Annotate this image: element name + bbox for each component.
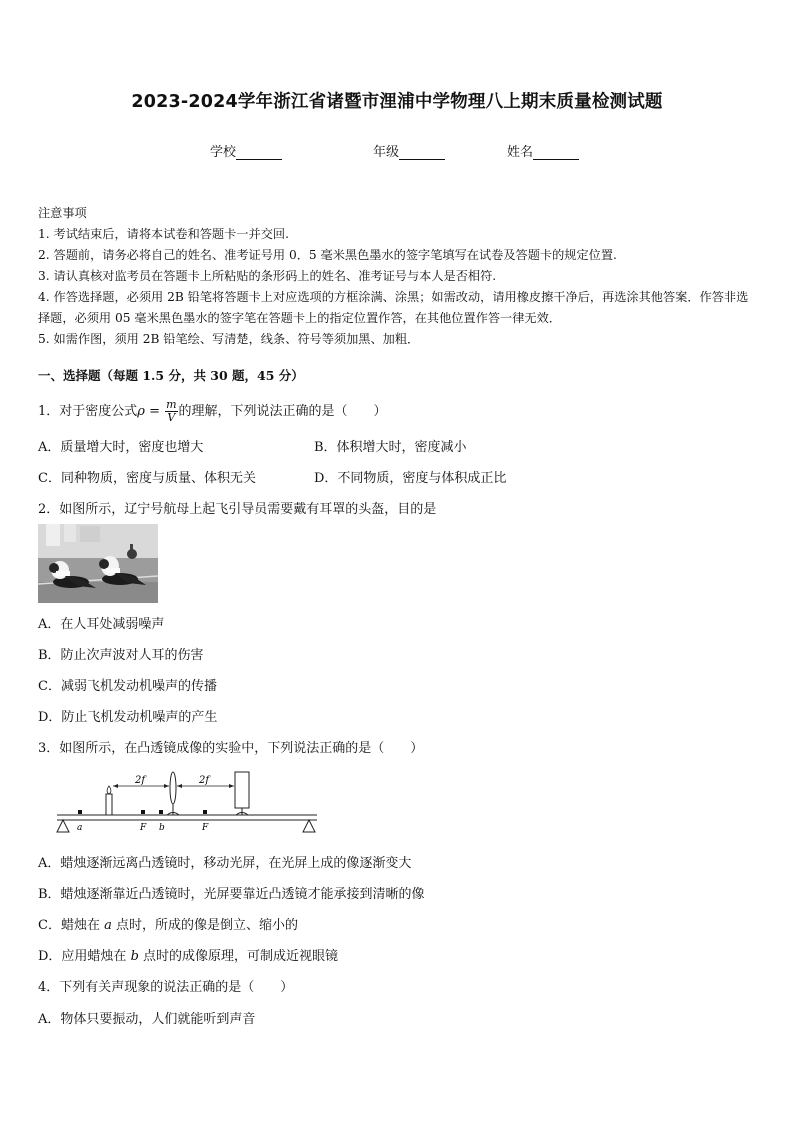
point-f1-label: F <box>140 823 147 833</box>
label-2f-left: 2f <box>135 775 146 786</box>
question-2-stem: 2．如图所示，辽宁号航母上起飞引导员需要戴有耳罩的头盔，目的是 <box>38 502 437 517</box>
page-title: 2023-2024学年浙江省诸暨市浬浦中学物理八上期末质量检测试题 <box>131 92 663 112</box>
section-heading: 一、选择题（每题 1.5 分，共 30 题，45 分） <box>38 368 304 383</box>
q3-option-d[interactable]: D．应用蜡烛在 b 点时的成像原理，可制成近视眼镜 <box>38 949 339 964</box>
student-info-row <box>0 141 794 161</box>
q2-option-a[interactable]: A．在人耳处减弱噪声 <box>38 617 165 632</box>
label-2f-right: 2f <box>199 775 210 786</box>
q2-option-c[interactable]: C．减弱飞机发动机噪声的传播 <box>38 679 217 694</box>
grade-field[interactable]: 年级 <box>373 141 445 160</box>
density-fraction: $\frac{m}{V}$ <box>166 398 177 424</box>
question-3-stem: 3．如图所示，在凸透镜成像的实验中，下列说法正确的是（ ） <box>38 741 424 756</box>
q1-option-d[interactable]: D．不同物质，密度与体积成正比 <box>314 471 507 486</box>
name-field[interactable]: 姓名 <box>507 141 579 160</box>
q3-option-a[interactable]: A．蜡烛逐渐远离凸透镜时，移动光屏，在光屏上成的像逐渐变大 <box>38 856 412 871</box>
q1-option-b[interactable]: B．体积增大时，密度减小 <box>314 440 467 455</box>
q3-option-c[interactable]: C．蜡烛在 a 点时，所成的像是倒立、缩小的 <box>38 918 298 933</box>
q4-option-a[interactable]: A．物体只要振动，人们就能听到声音 <box>38 1012 256 1027</box>
question-1-stem: 1．对于密度公式ρ = $\frac{m}{V}$ 的理解，下列说法正确的是（ ） <box>38 398 387 424</box>
note-item: 5. 如需作图，须用 2B 铅笔绘、写清楚，线条、符号等须加黑、加粗． <box>38 332 420 346</box>
point-f2-label: F <box>202 823 209 833</box>
question-4-stem: 4．下列有关声现象的说法正确的是（ ） <box>38 980 294 995</box>
note-item: 1. 考试结束后，请将本试卷和答题卡一并交回. <box>38 227 289 241</box>
notes-heading: 注意事项 <box>38 206 87 220</box>
note-item: 3. 请认真核对监考员在答题卡上所粘贴的条形码上的姓名、准考证号与本人是否相符. <box>38 269 497 283</box>
note-item: 4. 作答选择题，必须用 2B 铅笔将答题卡上对应选项的方框涂满、涂黑；如需改动，请用橡皮擦干净后，再选涂其他答案．作答非选择题，必须用 05 毫米黑色墨水的签字笔在答题卡上的指定位置作答，在其他位置作答一律无效． <box>38 290 749 325</box>
q2-option-b[interactable]: B．防止次声波对人耳的伤害 <box>38 648 204 663</box>
point-a-label: a <box>77 823 83 833</box>
lens-bench-diagram <box>55 768 325 836</box>
note-item: 2. 答题前，请务必将自己的姓名、准考证号用 0．5 毫米黑色墨水的签字笔填写在试卷及答题卡的规定位置. <box>38 248 617 262</box>
q2-option-d[interactable]: D．防止飞机发动机噪声的产生 <box>38 710 218 725</box>
point-b-label: b <box>159 823 165 833</box>
q3-option-b[interactable]: B．蜡烛逐渐靠近凸透镜时，光屏要靠近凸透镜才能承接到清晰的像 <box>38 887 425 902</box>
notes-block <box>38 203 758 350</box>
flight-deck-crew-photo <box>38 524 158 603</box>
q1-option-a[interactable]: A．质量增大时，密度也增大 <box>38 440 204 455</box>
q1-option-c[interactable]: C．同种物质，密度与质量、体积无关 <box>38 471 256 486</box>
school-field[interactable]: 学校 <box>210 141 282 160</box>
